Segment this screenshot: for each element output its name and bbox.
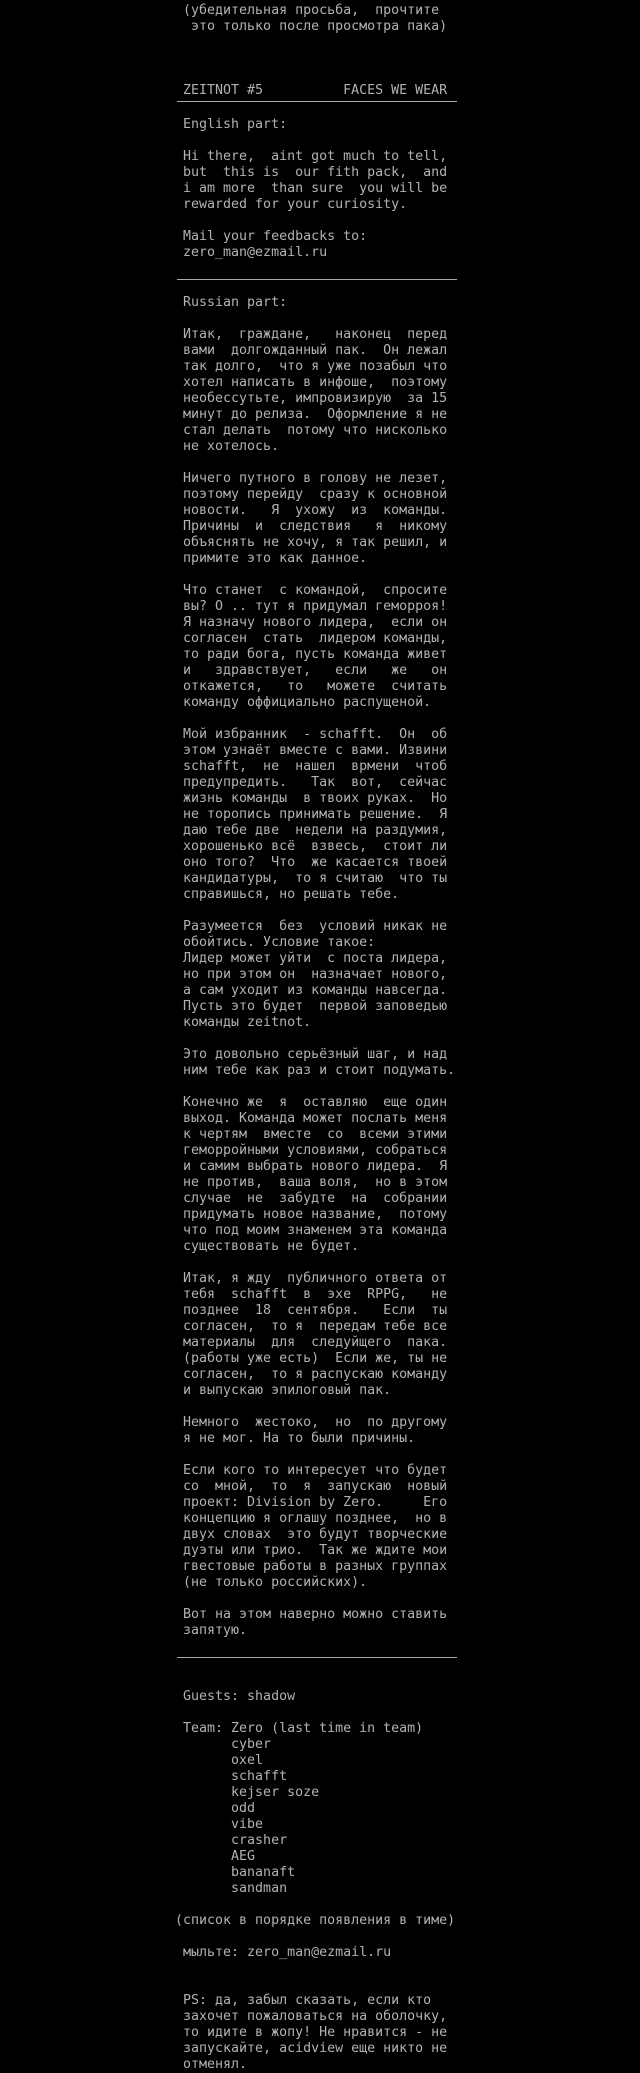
text-line: но при этом он назначает нового, [175, 967, 448, 982]
text-line: Mail your feedbacks to: [175, 229, 368, 244]
text-line: новости. Я ухожу из команды. [175, 503, 448, 518]
text-line: Russian part: [175, 295, 288, 310]
text-line: PS: да, забыл сказать, если кто [175, 1993, 432, 2008]
text-line [175, 213, 457, 229]
text-line: команды zeitnot. [175, 1015, 312, 1030]
nfo-document [175, 3, 457, 2073]
text-line [175, 1399, 457, 1415]
text-line: Немного жестоко, но по другому [175, 1415, 448, 1430]
text-line: существовать не будет. [175, 1239, 360, 1254]
text-line: vibe [175, 1817, 264, 1832]
text-line: согласен, то я распускаю команду [175, 1367, 448, 1382]
text-line: а сам уходит из команды навсегда. [175, 983, 448, 998]
text-line [175, 133, 457, 149]
text-line: и здравствует, если же он [175, 663, 448, 678]
divider-line [177, 101, 457, 102]
text-line: хотел написать в инфоше, поэтому [175, 375, 448, 390]
text-line: запятую. [175, 1623, 248, 1638]
text-line [175, 67, 457, 83]
text-line: позднее 18 сентября. Если ты [175, 1303, 448, 1318]
section-divider [175, 279, 457, 295]
text-line: вы? О .. тут я придумал геморроя! [175, 599, 448, 614]
text-line: геморройными условиями, собраться [175, 1143, 448, 1158]
text-line: справишься, но решать тебе. [175, 887, 400, 902]
text-line: Я назначу нового лидера, если он [175, 615, 448, 630]
text-line: команду оффициально распущеной. [175, 695, 432, 710]
text-line: odd [175, 1801, 256, 1816]
text-line: случае не забудте на собрании [175, 1191, 448, 1206]
text-line: Это довольно серьёзный шаг, и над [175, 1047, 448, 1062]
text-line: ним тебе как раз и стоит подумать. [175, 1063, 456, 1078]
text-line: со мной, то я запускаю новый [175, 1479, 448, 1494]
text-line: придумать новое название, потому [175, 1207, 448, 1222]
text-line: согласен стать лидером команды, [175, 631, 448, 646]
divider-line [177, 1657, 457, 1658]
text-line [175, 1977, 457, 1993]
text-line: rewarded for your curiosity. [175, 197, 408, 212]
text-line [175, 455, 457, 471]
text-line: двух словах это будут творческие [175, 1527, 448, 1542]
text-line: захочет пожаловаться на оболочку, [175, 2009, 448, 2024]
text-line: Причины и следствия я никому [175, 519, 448, 534]
text-line: стал делать потому что нисколько [175, 423, 448, 438]
text-line: кандидатуры, то я считаю что ты [175, 871, 448, 886]
text-line: AEG [175, 1849, 256, 1864]
text-line [175, 311, 457, 327]
text-line: Вот на этом наверно можно ставить [175, 1607, 448, 1622]
text-line: (работы уже есть) Если же, ты не [175, 1351, 448, 1366]
text-line: поэтому перейду сразу к основной [175, 487, 448, 502]
text-line: Лидер может уйти с поста лидера, [175, 951, 448, 966]
section-divider [175, 1657, 457, 1673]
text-line: (не только российских). [175, 1575, 368, 1590]
text-line: гвестовые работы в разных группах [175, 1559, 448, 1574]
text-line [175, 711, 457, 727]
text-line: (убедительная просьба, прочтите [175, 3, 440, 18]
text-line: это только после просмотра пака) [175, 19, 448, 34]
text-line: ZEITNOT #5 FACES WE WEAR [175, 83, 448, 98]
text-line: к чертям вместе со всеми этими [175, 1127, 448, 1142]
text-line: but this is our fith pack, and [175, 165, 448, 180]
text-line: zero_man@ezmail.ru [175, 245, 328, 260]
text-line: этом узнаёт вместе с вами. Извини [175, 743, 448, 758]
text-line: жизнь команды в твоих руках. Но [175, 791, 448, 806]
text-line: то идите в жопу! Не нравится - не [175, 2025, 448, 2040]
text-line: Hi there, aint got much to tell, [175, 149, 448, 164]
text-line: Guests: shadow [175, 1689, 296, 1704]
text-line [175, 1673, 457, 1689]
text-line: Итак, я жду публичного ответа от [175, 1271, 448, 1286]
text-line: не хотелось. [175, 439, 280, 454]
text-line [175, 1591, 457, 1607]
text-line [175, 1929, 457, 1945]
text-line: schafft, не нашел врмени чтоб [175, 759, 448, 774]
text-line: я не мог. На то были причины. [175, 1431, 416, 1446]
text-line: тебя schafft в эхе RPPG, не [175, 1287, 448, 1302]
text-line: так долго, что я уже позабыл что [175, 359, 448, 374]
text-line: Итак, граждане, наконец перед [175, 327, 448, 342]
text-line: необессутьте, импровизирую за 15 [175, 391, 448, 406]
text-line: Мой избранник - schafft. Он об [175, 727, 448, 742]
text-line [175, 903, 457, 919]
text-line: Что станет с командой, спросите [175, 583, 448, 598]
text-line [175, 1961, 457, 1977]
text-line: schafft [175, 1769, 288, 1784]
text-line: минут до релиза. Оформление я не [175, 407, 448, 422]
text-line [175, 35, 457, 51]
text-line [175, 1079, 457, 1095]
text-line: хорошенько всё взвесь, стоит ли [175, 839, 448, 854]
text-line [175, 1255, 457, 1271]
text-line: вами долгожданный пак. Он лежал [175, 343, 448, 358]
text-line: не торопись принимать решение. Я [175, 807, 448, 822]
text-line: oxel [175, 1753, 264, 1768]
text-line [175, 261, 457, 277]
text-line: (список в порядке появления в тиме) [175, 1913, 456, 1928]
text-line: Team: Zero (last time in team) [175, 1721, 424, 1736]
text-line: дуэты или трио. Так же ждите мои [175, 1543, 448, 1558]
text-line: откажется, то можете считать [175, 679, 448, 694]
text-line: Конечно же я оставляю еще один [175, 1095, 448, 1110]
text-line [175, 1897, 457, 1913]
text-line: Разумеется без условий никак не [175, 919, 448, 934]
text-line: Ничего путного в голову не лезет, [175, 471, 448, 486]
text-line [175, 1705, 457, 1721]
text-line: bananaft [175, 1865, 296, 1880]
text-line: выход. Команда может послать меня [175, 1111, 448, 1126]
text-line: kejser soze [175, 1785, 320, 1800]
text-line: и самим выбрать нового лидера. Я [175, 1159, 448, 1174]
text-line [175, 51, 457, 67]
text-line: проект: Division by Zero. Его [175, 1495, 448, 1510]
text-line: примите это как данное. [175, 551, 368, 566]
text-line: sandman [175, 1881, 288, 1896]
text-line [175, 1447, 457, 1463]
text-line: предупредить. Так вот, сейчас [175, 775, 448, 790]
text-line: отменял. [175, 2057, 248, 2072]
divider-line [177, 279, 457, 280]
text-line: Если кого то интересует что будет [175, 1463, 448, 1478]
text-line: даю тебе две недели на раздумия, [175, 823, 448, 838]
text-line: запускайте, acidview еще никто не [175, 2041, 448, 2056]
text-line: cyber [175, 1737, 272, 1752]
text-line: crasher [175, 1833, 288, 1848]
text-line: то ради бога, пусть команда живет [175, 647, 448, 662]
text-line: English part: [175, 117, 288, 132]
text-line: Пусть это будет первой заповедью [175, 999, 448, 1014]
text-line: оно того? Что же касается твоей [175, 855, 448, 870]
text-line: i am more than sure you will be [175, 181, 448, 196]
text-line: и выпускаю эпилоговый пак. [175, 1383, 392, 1398]
text-line: что под моим знаменем эта команда [175, 1223, 448, 1238]
text-line: материалы для следуйщего пака. [175, 1335, 448, 1350]
text-line [175, 1639, 457, 1655]
text-line: концепцию я оглашу позднее, но в [175, 1511, 448, 1526]
text-line: обойтись. Условие такое: [175, 935, 376, 950]
text-line: мыльте: zero_man@ezmail.ru [175, 1945, 392, 1960]
text-line: не против, ваша воля, но в этом [175, 1175, 448, 1190]
text-line [175, 1031, 457, 1047]
section-divider [175, 101, 457, 117]
text-line: согласен, то я передам тебе все [175, 1319, 448, 1334]
text-line: объяснять не хочу, я так решил, и [175, 535, 448, 550]
text-line [175, 567, 457, 583]
